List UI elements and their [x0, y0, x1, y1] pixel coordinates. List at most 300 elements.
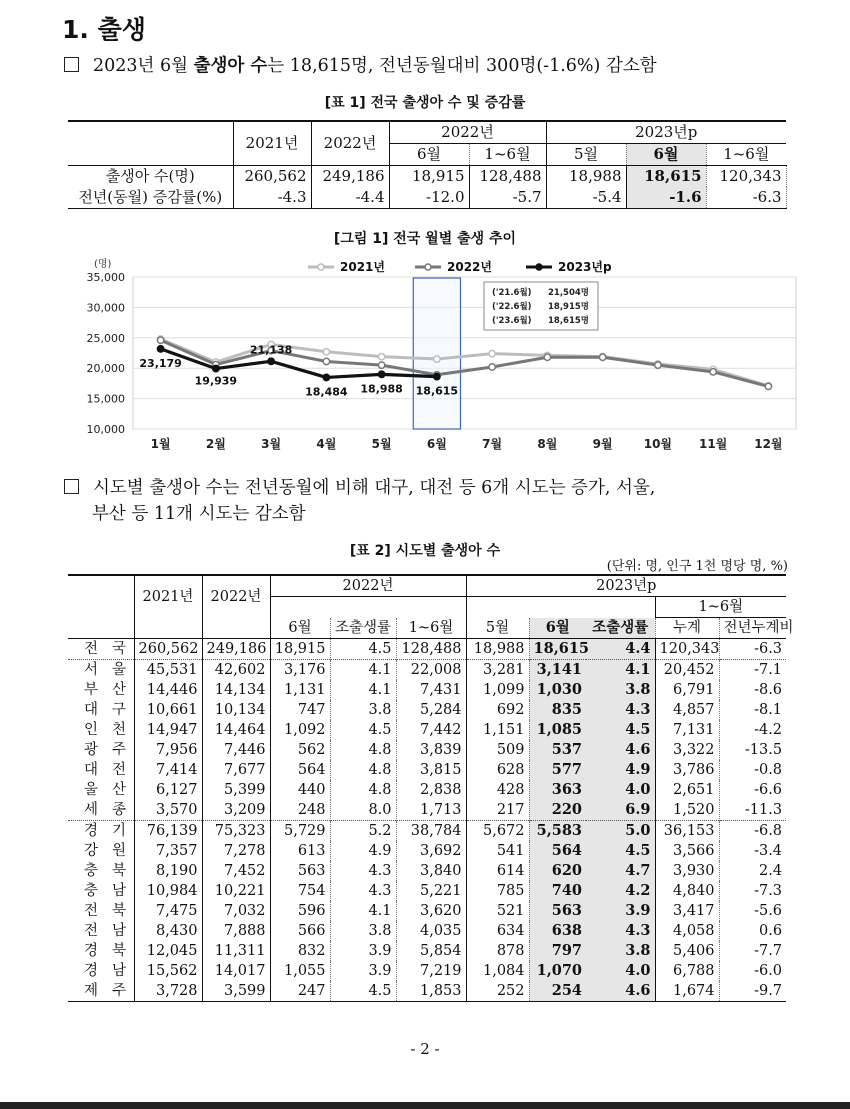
x-tick-label: 2월 [205, 437, 226, 451]
table-cell: -4.3 [233, 187, 311, 209]
table-cell: 4.8 [330, 740, 396, 760]
annotation-value: 18,915명 [548, 302, 590, 312]
table-cell: 747 [270, 700, 330, 720]
table-cell: 3,570 [134, 800, 202, 821]
table-row [68, 680, 786, 700]
table-cell: 18,988 [546, 166, 626, 188]
table-cell: 4.2 [586, 881, 655, 901]
sub-header: 누계 [655, 618, 719, 639]
table-cell: 128,488 [396, 639, 466, 660]
legend-marker [318, 264, 324, 270]
table-cell: 6,788 [655, 961, 719, 981]
y-tick-label: 20,000 [86, 362, 125, 376]
table-cell: 564 [270, 760, 330, 780]
table-cell: 4.1 [330, 680, 396, 700]
table-cell: 18,615 [529, 639, 586, 660]
annotation-label: ('22.6월) [492, 302, 532, 312]
region-name: 강원 [68, 841, 134, 861]
table-cell: -7.1 [754, 662, 783, 678]
table-row [68, 780, 786, 800]
legend-label: 2023년p [558, 260, 612, 274]
table-cell: 7,032 [202, 901, 270, 921]
table-cell: 18,915 [389, 166, 469, 188]
summary-bullet-2-cont: 부산 등 11개 시도는 감소함 [92, 504, 306, 524]
y-tick-label: 15,000 [86, 392, 125, 406]
table-cell: 3,322 [655, 740, 719, 760]
table-cell: 4.8 [330, 780, 396, 800]
table-cell: 440 [270, 780, 330, 800]
table-cell: 7,219 [396, 961, 466, 981]
y-tick-label: 25,000 [86, 331, 125, 345]
table-cell: 4.8 [330, 760, 396, 780]
table-cell: 1,030 [529, 680, 586, 700]
group-2023p: 2023년p [546, 121, 786, 144]
region-name: 전남 [68, 921, 134, 941]
group-2023p: 2023년p [466, 575, 786, 597]
table-cell: 3.9 [330, 941, 396, 961]
table-cell: -5.6 [754, 903, 783, 919]
data-point [655, 362, 661, 368]
table-cell: 14,947 [134, 720, 202, 740]
x-tick-label: 7월 [482, 437, 503, 451]
table-cell: 4.1 [586, 660, 655, 681]
table-cell: 1,099 [466, 680, 529, 700]
table-cell: 4.1 [330, 901, 396, 921]
bullet-text: 는 18,615명, 전년동월대비 300명(-1.6%) 감소함 [267, 56, 657, 76]
table-cell: 4.5 [586, 841, 655, 861]
table-cell: -7.7 [754, 943, 783, 959]
table-cell: 3.8 [330, 700, 396, 720]
table-cell: 4.9 [330, 841, 396, 861]
table-cell: -6.8 [754, 823, 783, 839]
data-point [434, 356, 440, 362]
data-point [599, 354, 605, 360]
header-2022: 2022년 [202, 575, 270, 618]
table-cell: 248 [270, 800, 330, 821]
region-name: 경기 [68, 821, 134, 842]
x-tick-label: 4월 [316, 437, 337, 451]
table-cell: 1,085 [529, 720, 586, 740]
table-cell: 3.8 [586, 941, 655, 961]
sub-header-highlight: 조출생률 [586, 618, 655, 639]
data-point [323, 349, 329, 355]
table-cell: 4.5 [330, 720, 396, 740]
table-cell: 563 [270, 861, 330, 881]
table-cell: 5,729 [270, 821, 330, 842]
y-unit-label: (명) [94, 259, 112, 270]
data-label: 23,179 [139, 356, 182, 370]
table-cell: 8.0 [330, 800, 396, 821]
header-2022: 2022년 [311, 121, 389, 166]
table-cell: -5.7 [469, 187, 546, 209]
sub-header: 조출생률 [330, 618, 396, 639]
table-cell: 12,045 [134, 941, 202, 961]
data-label: 18,988 [360, 382, 403, 396]
table-cell: 7,956 [134, 740, 202, 760]
table-cell: -7.3 [754, 883, 783, 899]
table-cell: 797 [529, 941, 586, 961]
table-cell: 1,520 [655, 800, 719, 821]
group-2022: 2022년 [389, 121, 546, 144]
national-births-table [68, 120, 787, 209]
table-cell: 3,209 [202, 800, 270, 821]
table-cell: 217 [466, 800, 529, 821]
region-name: 울산 [68, 780, 134, 800]
table-cell: 38,784 [396, 821, 466, 842]
table-cell: 42,602 [202, 660, 270, 681]
table-cell: 10,984 [134, 881, 202, 901]
table-cell: 620 [529, 861, 586, 881]
table-cell: 4.3 [586, 921, 655, 941]
table-cell: 4.5 [330, 981, 396, 1002]
sub-header: 전년누계비 [723, 620, 794, 636]
table-cell: 0.6 [758, 923, 783, 939]
table-cell: 247 [270, 981, 330, 1002]
table-cell: 5.2 [330, 821, 396, 842]
table-row [68, 660, 786, 681]
region-name: 전북 [68, 901, 134, 921]
table-cell: 3,141 [529, 660, 586, 681]
table-row [68, 981, 786, 1002]
table-cell: -8.6 [754, 682, 783, 698]
data-point [268, 358, 274, 364]
table-cell: 3,839 [396, 740, 466, 760]
table-cell: 3,930 [655, 861, 719, 881]
bottom-bar [0, 1102, 850, 1109]
table-cell: -3.4 [754, 843, 783, 859]
table-cell: 4.3 [330, 881, 396, 901]
table-cell: 4.5 [330, 639, 396, 660]
table-cell: 2,838 [396, 780, 466, 800]
table-cell: 7,446 [202, 740, 270, 760]
data-label: 18,615 [415, 384, 459, 398]
data-point [765, 383, 771, 389]
table-row [68, 187, 786, 209]
data-point [323, 358, 329, 364]
table-cell: 249,186 [202, 639, 270, 660]
header-2021: 2021년 [233, 121, 311, 166]
x-tick-label: 8월 [537, 437, 558, 451]
sub-header-highlight: 6월 [529, 618, 586, 639]
table-cell: 4,857 [655, 700, 719, 720]
table-cell: 18,988 [466, 639, 529, 660]
data-label: 18,484 [305, 385, 348, 399]
x-tick-label: 3월 [261, 437, 282, 451]
table-cell: 7,677 [202, 760, 270, 780]
table-cell: -1.6 [626, 187, 706, 209]
table-cell: 3,599 [202, 981, 270, 1002]
table-cell: 14,446 [134, 680, 202, 700]
table-cell: 6.9 [586, 800, 655, 821]
data-point [378, 353, 384, 359]
table-cell: 835 [529, 700, 586, 720]
table-cell: 20,452 [655, 660, 719, 681]
table-cell: -4.2 [754, 722, 783, 738]
table-cell: -6.3 [706, 187, 786, 209]
table-cell: 22,008 [396, 660, 466, 681]
table-cell: -12.0 [389, 187, 469, 209]
data-point [213, 365, 219, 371]
table-cell: 1,092 [270, 720, 330, 740]
table-cell: 3.8 [586, 680, 655, 700]
table-cell: 3,840 [396, 861, 466, 881]
table-cell: 4.6 [586, 740, 655, 760]
table-row [68, 760, 786, 780]
table-cell: 878 [466, 941, 529, 961]
table2-caption: [표 2] 시도별 출생아 수 [349, 543, 501, 559]
table-cell: 428 [466, 780, 529, 800]
table-cell: 36,153 [655, 821, 719, 842]
annotation-value: 21,504명 [548, 288, 590, 298]
table-cell: 638 [529, 921, 586, 941]
series-line-2023년p [161, 349, 437, 378]
figure1-caption: [그림 1] 전국 월별 출생 추이 [333, 231, 517, 247]
region-name: 경남 [68, 961, 134, 981]
table-cell: 614 [466, 861, 529, 881]
x-tick-label: 5월 [371, 437, 392, 451]
data-point [434, 373, 440, 379]
summary-bullet-1 [64, 52, 657, 77]
table-cell: 14,017 [202, 961, 270, 981]
table-cell: 3.9 [586, 901, 655, 921]
table-cell: -4.4 [311, 187, 389, 209]
table-cell: 5,583 [529, 821, 586, 842]
table-cell: 785 [466, 881, 529, 901]
table-cell: 4.1 [330, 660, 396, 681]
table-cell: 3.9 [330, 961, 396, 981]
table-cell: 18,915 [270, 639, 330, 660]
table-cell: 1,674 [655, 981, 719, 1002]
sub-header: 6월 [389, 144, 469, 166]
y-tick-label: 35,000 [86, 271, 125, 284]
ytd-group: 1~6월 [655, 597, 786, 618]
table-cell: 5,221 [396, 881, 466, 901]
table-cell: 7,475 [134, 901, 202, 921]
sub-header: 1~6월 [469, 144, 546, 166]
table-row [68, 639, 786, 660]
table-cell: 541 [466, 841, 529, 861]
table-cell: 4,840 [655, 881, 719, 901]
table-cell: 6,791 [655, 680, 719, 700]
table-cell: 5,284 [396, 700, 466, 720]
table-cell: 4.0 [586, 780, 655, 800]
table-cell: 75,323 [202, 821, 270, 842]
table-cell: 249,186 [311, 166, 389, 188]
row-label: 출생아 수(명) [68, 166, 233, 188]
region-name: 충남 [68, 881, 134, 901]
table-cell: -9.7 [754, 983, 783, 999]
table-cell: 7,131 [655, 720, 719, 740]
region-name: 인천 [68, 720, 134, 740]
square-bullet-icon [64, 57, 79, 72]
bullet-text: 2023년 6월 [93, 56, 194, 76]
table-cell: -6.6 [754, 782, 783, 798]
section-title: 1. 출생 [62, 15, 146, 44]
data-label: 21,138 [249, 343, 293, 357]
summary-bullet-2 [64, 474, 655, 499]
data-point [378, 371, 384, 377]
table-cell: 3,566 [655, 841, 719, 861]
table-cell: 4,035 [396, 921, 466, 941]
x-tick-label: 9월 [592, 437, 613, 451]
regional-births-table [68, 574, 794, 1002]
table-cell: 1,084 [466, 961, 529, 981]
table-row [68, 961, 786, 981]
table-cell: 4.5 [586, 720, 655, 740]
table-row [68, 841, 786, 861]
table-cell: 2.4 [758, 863, 783, 879]
table-cell: 4.3 [586, 700, 655, 720]
table-cell: 10,221 [202, 881, 270, 901]
table2-unit: (단위: 명, 인구 1천 명당 명, %) [606, 559, 788, 574]
table-cell: 7,431 [396, 680, 466, 700]
data-point [710, 369, 716, 375]
table-cell: 128,488 [469, 166, 546, 188]
table-cell: 577 [529, 760, 586, 780]
table-row [68, 720, 786, 740]
data-point [157, 346, 163, 352]
table-cell: 1,853 [396, 981, 466, 1002]
table-cell: 4.6 [586, 981, 655, 1002]
table-cell: 7,442 [396, 720, 466, 740]
table-cell: 15,562 [134, 961, 202, 981]
bullet-bold-text: 출생아 수 [193, 56, 268, 76]
bullet-text: 시도별 출생아 수는 전년동월에 비해 대구, 대전 등 6개 시도는 증가, 서울, [93, 478, 656, 498]
table-cell: 14,134 [202, 680, 270, 700]
group-2022: 2022년 [270, 575, 466, 597]
table-cell: 1,055 [270, 961, 330, 981]
legend-label: 2022년 [447, 260, 492, 274]
table-cell: 11,311 [202, 941, 270, 961]
legend-label: 2021년 [340, 260, 385, 274]
table-cell: 5,854 [396, 941, 466, 961]
x-tick-label: 1월 [150, 437, 171, 451]
table-cell: 5,406 [655, 941, 719, 961]
annotation-label: ('23.6월) [492, 316, 532, 326]
table-cell: 562 [270, 740, 330, 760]
table-cell: 120,343 [706, 166, 786, 188]
table-cell: 832 [270, 941, 330, 961]
data-point [544, 354, 550, 360]
plot-area [133, 277, 796, 429]
table-cell: 7,452 [202, 861, 270, 881]
sub-header: 6월 [270, 618, 330, 639]
region-name: 충북 [68, 861, 134, 881]
table-row [68, 166, 786, 188]
table-cell: 252 [466, 981, 529, 1002]
page-number: - 2 - [410, 1040, 440, 1058]
table-cell: 3,176 [270, 660, 330, 681]
table-cell: 4.4 [586, 639, 655, 660]
square-bullet-icon [64, 479, 79, 494]
table-cell: 564 [529, 841, 586, 861]
legend-marker [536, 264, 542, 270]
table-cell: 521 [466, 901, 529, 921]
table-cell: 6,127 [134, 780, 202, 800]
table-row [68, 861, 786, 881]
table-cell: -6.3 [754, 641, 783, 657]
table-cell: 509 [466, 740, 529, 760]
table-cell: 628 [466, 760, 529, 780]
table-cell: 3,815 [396, 760, 466, 780]
sub-header: 5월 [546, 144, 626, 166]
table-cell: 14,464 [202, 720, 270, 740]
table-cell: -0.8 [754, 762, 783, 778]
table-cell: 8,430 [134, 921, 202, 941]
table-cell: 4.9 [586, 760, 655, 780]
table-row [68, 800, 786, 821]
table-row [68, 700, 786, 720]
data-point [378, 362, 384, 368]
region-name: 대구 [68, 700, 134, 720]
table-cell: 220 [529, 800, 586, 821]
table-row [68, 881, 786, 901]
legend-marker [425, 264, 431, 270]
table-cell: 1,131 [270, 680, 330, 700]
row-label: 전년(동월) 증감률(%) [68, 187, 233, 209]
table-cell: 3,417 [655, 901, 719, 921]
table-cell: 4,058 [655, 921, 719, 941]
data-label: 19,939 [194, 374, 238, 388]
table1-caption: [표 1] 전국 출생아 수 및 증감률 [324, 95, 526, 111]
header-2021: 2021년 [134, 575, 202, 618]
table-cell: 3.8 [330, 921, 396, 941]
table-cell: 10,134 [202, 700, 270, 720]
table-cell: 1,713 [396, 800, 466, 821]
table-cell: 4.0 [586, 961, 655, 981]
table-row [68, 941, 786, 961]
table-cell: -8.1 [754, 702, 783, 718]
x-tick-label: 10월 [643, 437, 673, 451]
x-tick-label: 6월 [426, 437, 447, 451]
table-cell: 563 [529, 901, 586, 921]
table-cell: 3,620 [396, 901, 466, 921]
table-cell: 10,661 [134, 700, 202, 720]
y-tick-label: 10,000 [86, 423, 125, 436]
table-cell: 260,562 [233, 166, 311, 188]
region-name: 대전 [68, 760, 134, 780]
table-cell: 1,070 [529, 961, 586, 981]
table-row [68, 901, 786, 921]
table-cell: 537 [529, 740, 586, 760]
table-cell: 3,281 [466, 660, 529, 681]
table-cell: 7,414 [134, 760, 202, 780]
table-cell: 7,357 [134, 841, 202, 861]
table-row [68, 740, 786, 760]
table-cell: 45,531 [134, 660, 202, 681]
table-cell: 634 [466, 921, 529, 941]
table-cell: -11.3 [744, 802, 783, 818]
table-cell: 4.7 [586, 861, 655, 881]
sub-header: 1~6월 [723, 145, 770, 163]
table-cell: 2,651 [655, 780, 719, 800]
table-cell: 596 [270, 901, 330, 921]
table-cell: 4.3 [330, 861, 396, 881]
region-name: 전국 [68, 639, 134, 660]
data-point [157, 337, 163, 343]
table-cell: 8,190 [134, 861, 202, 881]
table-cell: 7,278 [202, 841, 270, 861]
table-cell: 613 [270, 841, 330, 861]
table-cell: 3,728 [134, 981, 202, 1002]
table-cell: 7,888 [202, 921, 270, 941]
table-cell: 363 [529, 780, 586, 800]
table-cell: 566 [270, 921, 330, 941]
table-cell: 3,692 [396, 841, 466, 861]
region-name: 세종 [68, 800, 134, 821]
table-cell: 260,562 [134, 639, 202, 660]
region-name: 광주 [68, 740, 134, 760]
